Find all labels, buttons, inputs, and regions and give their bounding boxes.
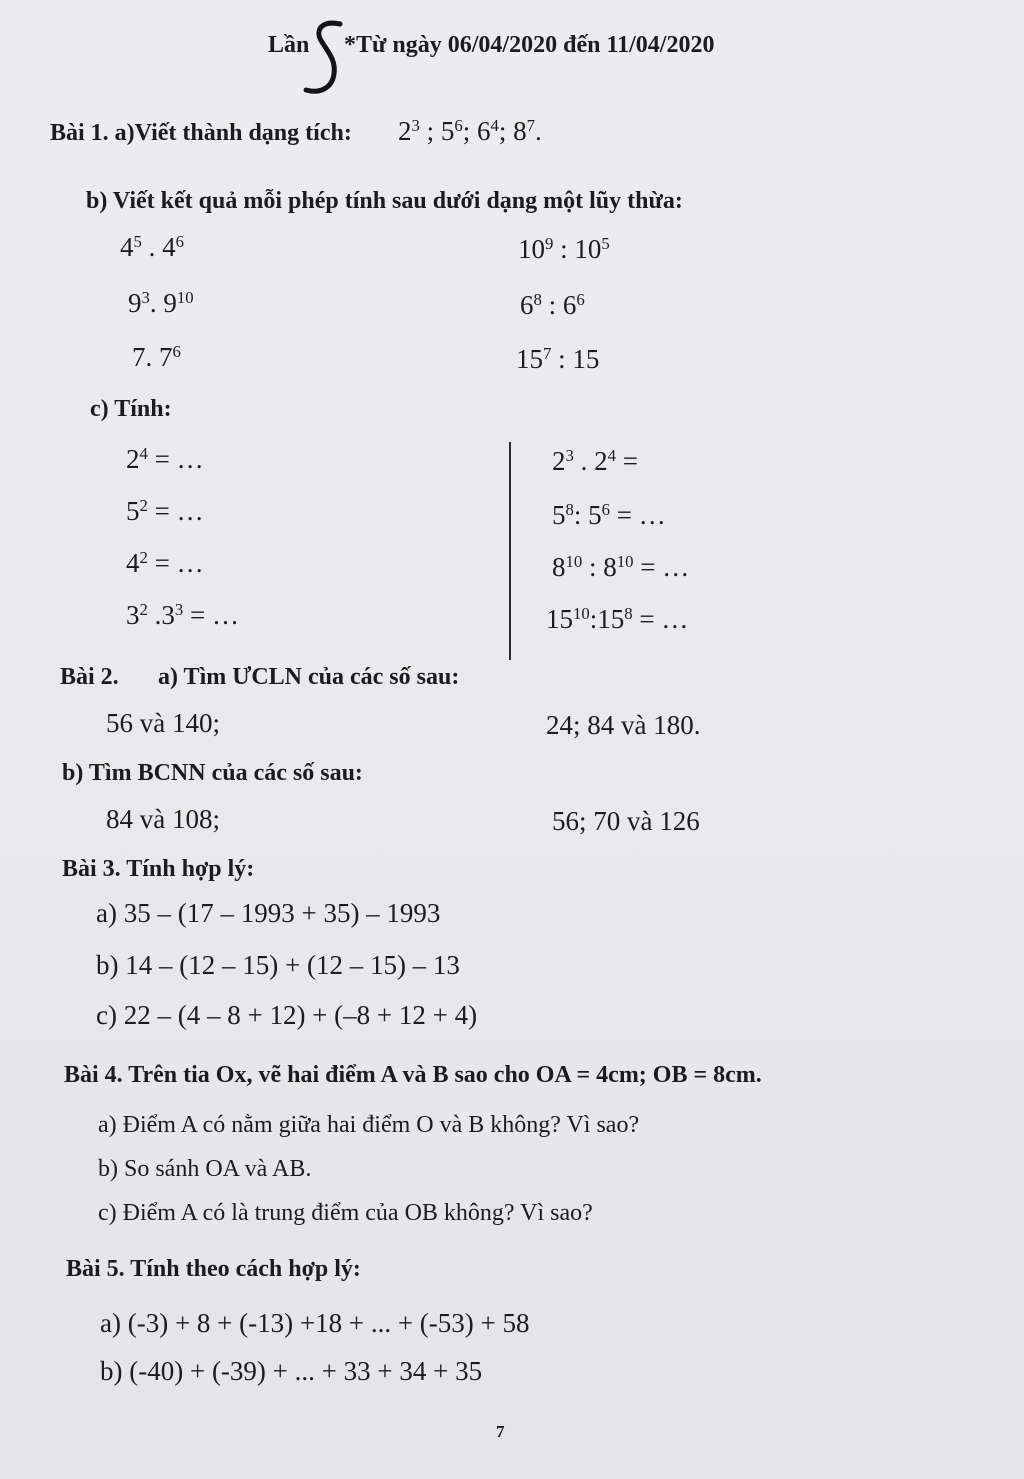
bai1-c-label: c) Tính: <box>90 396 172 422</box>
page-number: 7 <box>496 1422 505 1441</box>
bai2-a-left: 56 và 140; <box>106 708 220 738</box>
bai1-a-powers <box>398 116 542 147</box>
bai3-item: a) 35 – (17 – 1993 + 35) – 1993 <box>96 898 441 928</box>
bai1-c-left-expr: $2^4$ = … <box>126 443 204 474</box>
bai1-b-expr: $15^7$ : 15 <box>516 343 600 374</box>
bai5-item: a) (-3) + 8 + (-13) +18 + ... + (-53) + 58 <box>100 1308 530 1338</box>
handwritten-lesson-number <box>300 16 360 106</box>
bai1-b-expr: $6^8$ : $6^6$ <box>520 289 585 320</box>
bai5-item: b) (-40) + (-39) + ... + 33 + 34 + 35 <box>100 1356 483 1386</box>
header-prefix: Lần <box>268 32 310 58</box>
bai1-a-label: Bài 1. a)Viết thành dạng tích: <box>50 120 352 146</box>
bai1-c-right-expr: $2^3$ . $2^4$ = <box>552 445 638 476</box>
bai3-item: c) 22 – (4 – 8 + 12) + (–8 + 12 + 4) <box>96 1000 478 1030</box>
power-item: $8^7$. <box>513 115 542 146</box>
power-item: $5^6$; <box>440 115 471 146</box>
bai1-c-right-expr: $15^{10}:15^8$ = … <box>546 603 689 634</box>
bai1-b-expr: $4^5$ . $4^6$ <box>120 231 184 262</box>
bai4-label: Bài 4. Trên tia Ox, vẽ hai điểm A và B sao cho OA = 4cm; OB = 8cm. <box>64 1062 762 1088</box>
power-item: $6^4$; <box>477 115 507 146</box>
bai2-a-label: a) Tìm ƯCLN của các số sau: <box>158 664 460 690</box>
bai2-b-left: 84 và 108; <box>106 804 220 834</box>
header-date-range: *Từ ngày 06/04/2020 đến 11/04/2020 <box>344 32 715 58</box>
bai2-prefix: Bài 2. <box>60 664 119 690</box>
bai1-c-left-expr: $3^2$ $.3^3$ = … <box>126 599 239 630</box>
bai5-label: Bài 5. Tính theo cách hợp lý: <box>66 1256 361 1282</box>
bai1-b-label: b) Viết kết quả mỗi phép tính sau dưới dạng một lũy thừa: <box>86 188 683 214</box>
column-divider <box>509 442 511 660</box>
bai2-b-label: b) Tìm BCNN của các số sau: <box>62 760 363 786</box>
bai1-c-left-expr: $5^2$ = … <box>126 495 204 526</box>
bai1-b-expr: $10^9$ : $10^5$ <box>518 233 610 264</box>
bai1-c-right-expr: $5^8$: $5^6$ = … <box>552 499 666 530</box>
bai1-c-left-expr: $4^2$ = … <box>126 547 204 578</box>
bai3-label: Bài 3. Tính hợp lý: <box>62 856 255 882</box>
bai1-b-expr: 7. $7^6$ <box>132 341 181 372</box>
bai2-a-right: 24; 84 và 180. <box>546 710 701 740</box>
bai1-b-expr: $9^3$. $9^{10}$ <box>128 287 194 318</box>
bai4-item: c) Điểm A có là trung điểm của OB không? Vì sao? <box>98 1200 593 1226</box>
bai2-b-right: 56; 70 và 126 <box>552 806 700 836</box>
bai3-item: b) 14 – (12 – 15) + (12 – 15) – 13 <box>96 950 460 980</box>
bai4-item: b) So sánh OA và AB. <box>98 1156 312 1182</box>
bai1-c-right-expr: $8^{10}$ : $8^{10}$ = … <box>552 551 690 582</box>
bai4-item: a) Điểm A có nằm giữa hai điểm O và B không? Vì sao? <box>98 1112 640 1138</box>
power-item: $2^3$ ; <box>398 115 435 146</box>
